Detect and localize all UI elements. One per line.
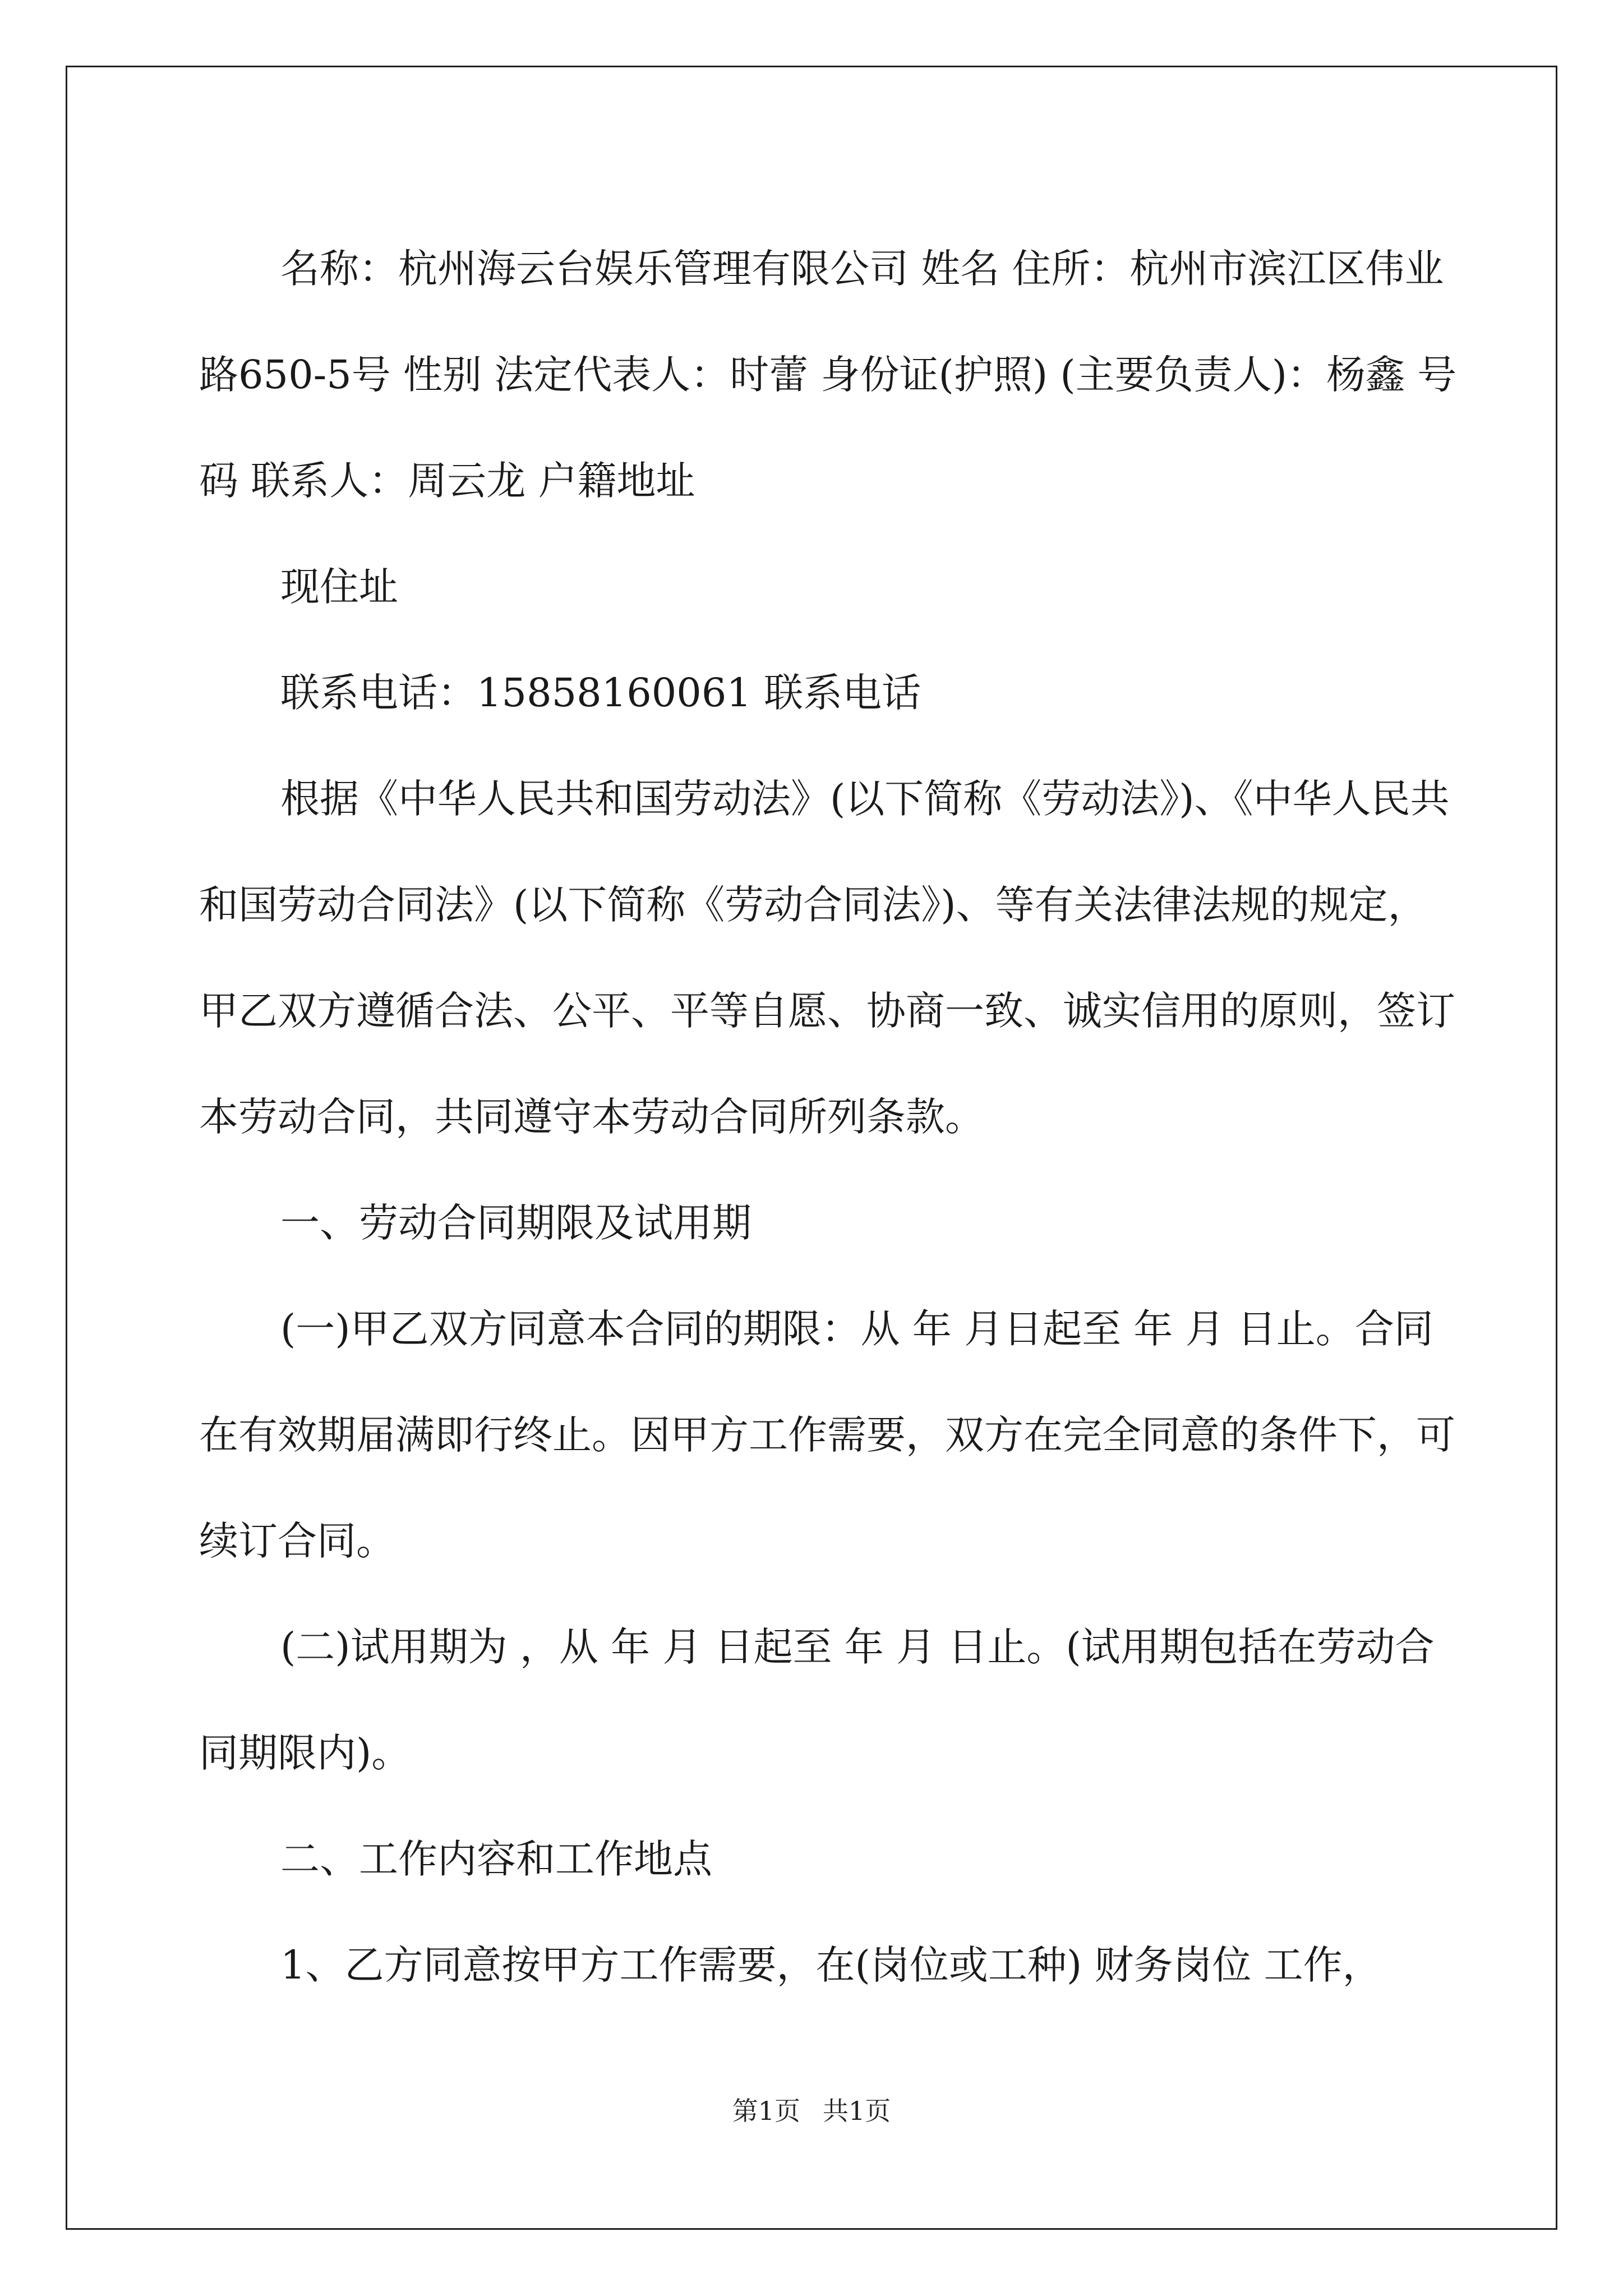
phone-paragraph: 联系电话：15858160061 联系电话 bbox=[280, 670, 921, 716]
probation-paragraph: (二)试用期为 ，从 年 月 日起至 年 月 日止。(试用期包括在劳动合同期限内)。 bbox=[199, 1624, 1435, 1776]
page-footer bbox=[0, 2091, 1623, 2128]
page-total: 共1页 bbox=[823, 2096, 891, 2126]
party-info-paragraph: 名称：杭州海云台娱乐管理有限公司 姓名 住所：杭州市滨江区伟业路650-5号 性别 法定代表人：时蕾 身份证(护照) (主要负责人)：杨鑫 号码 联系人：周云龙 户籍地址 bbox=[199, 246, 1457, 504]
document-body bbox=[199, 216, 1461, 2018]
job-content-paragraph: 1、乙方同意按甲方工作需要，在(岗位或工种) 财务岗位 工作， bbox=[280, 1942, 1382, 1988]
current-address-paragraph: 现住址 bbox=[280, 564, 398, 610]
legal-basis-paragraph: 根据《中华人民共和国劳动法》(以下简称《劳动法》)、《中华人民共和国劳动合同法》(以下简称《劳动合同法》)、等有关法律法规的规定，甲乙双方遵循合法、公平、平等自愿、协商一致、诚实信用的原则，签订本劳动合同，共同遵守本劳动合同所列条款。 bbox=[199, 776, 1455, 1140]
contract-term-paragraph: (一)甲乙双方同意本合同的期限：从 年 月日起至 年 月 日止。合同在有效期届满即行终止。因甲方工作需要，双方在完全同意的条件下，可续订合同。 bbox=[199, 1306, 1455, 1564]
page-number: 第1页 bbox=[732, 2096, 800, 2126]
section-1-heading: 一、劳动合同期限及试用期 bbox=[280, 1200, 751, 1246]
section-2-heading: 二、工作内容和工作地点 bbox=[280, 1836, 712, 1882]
